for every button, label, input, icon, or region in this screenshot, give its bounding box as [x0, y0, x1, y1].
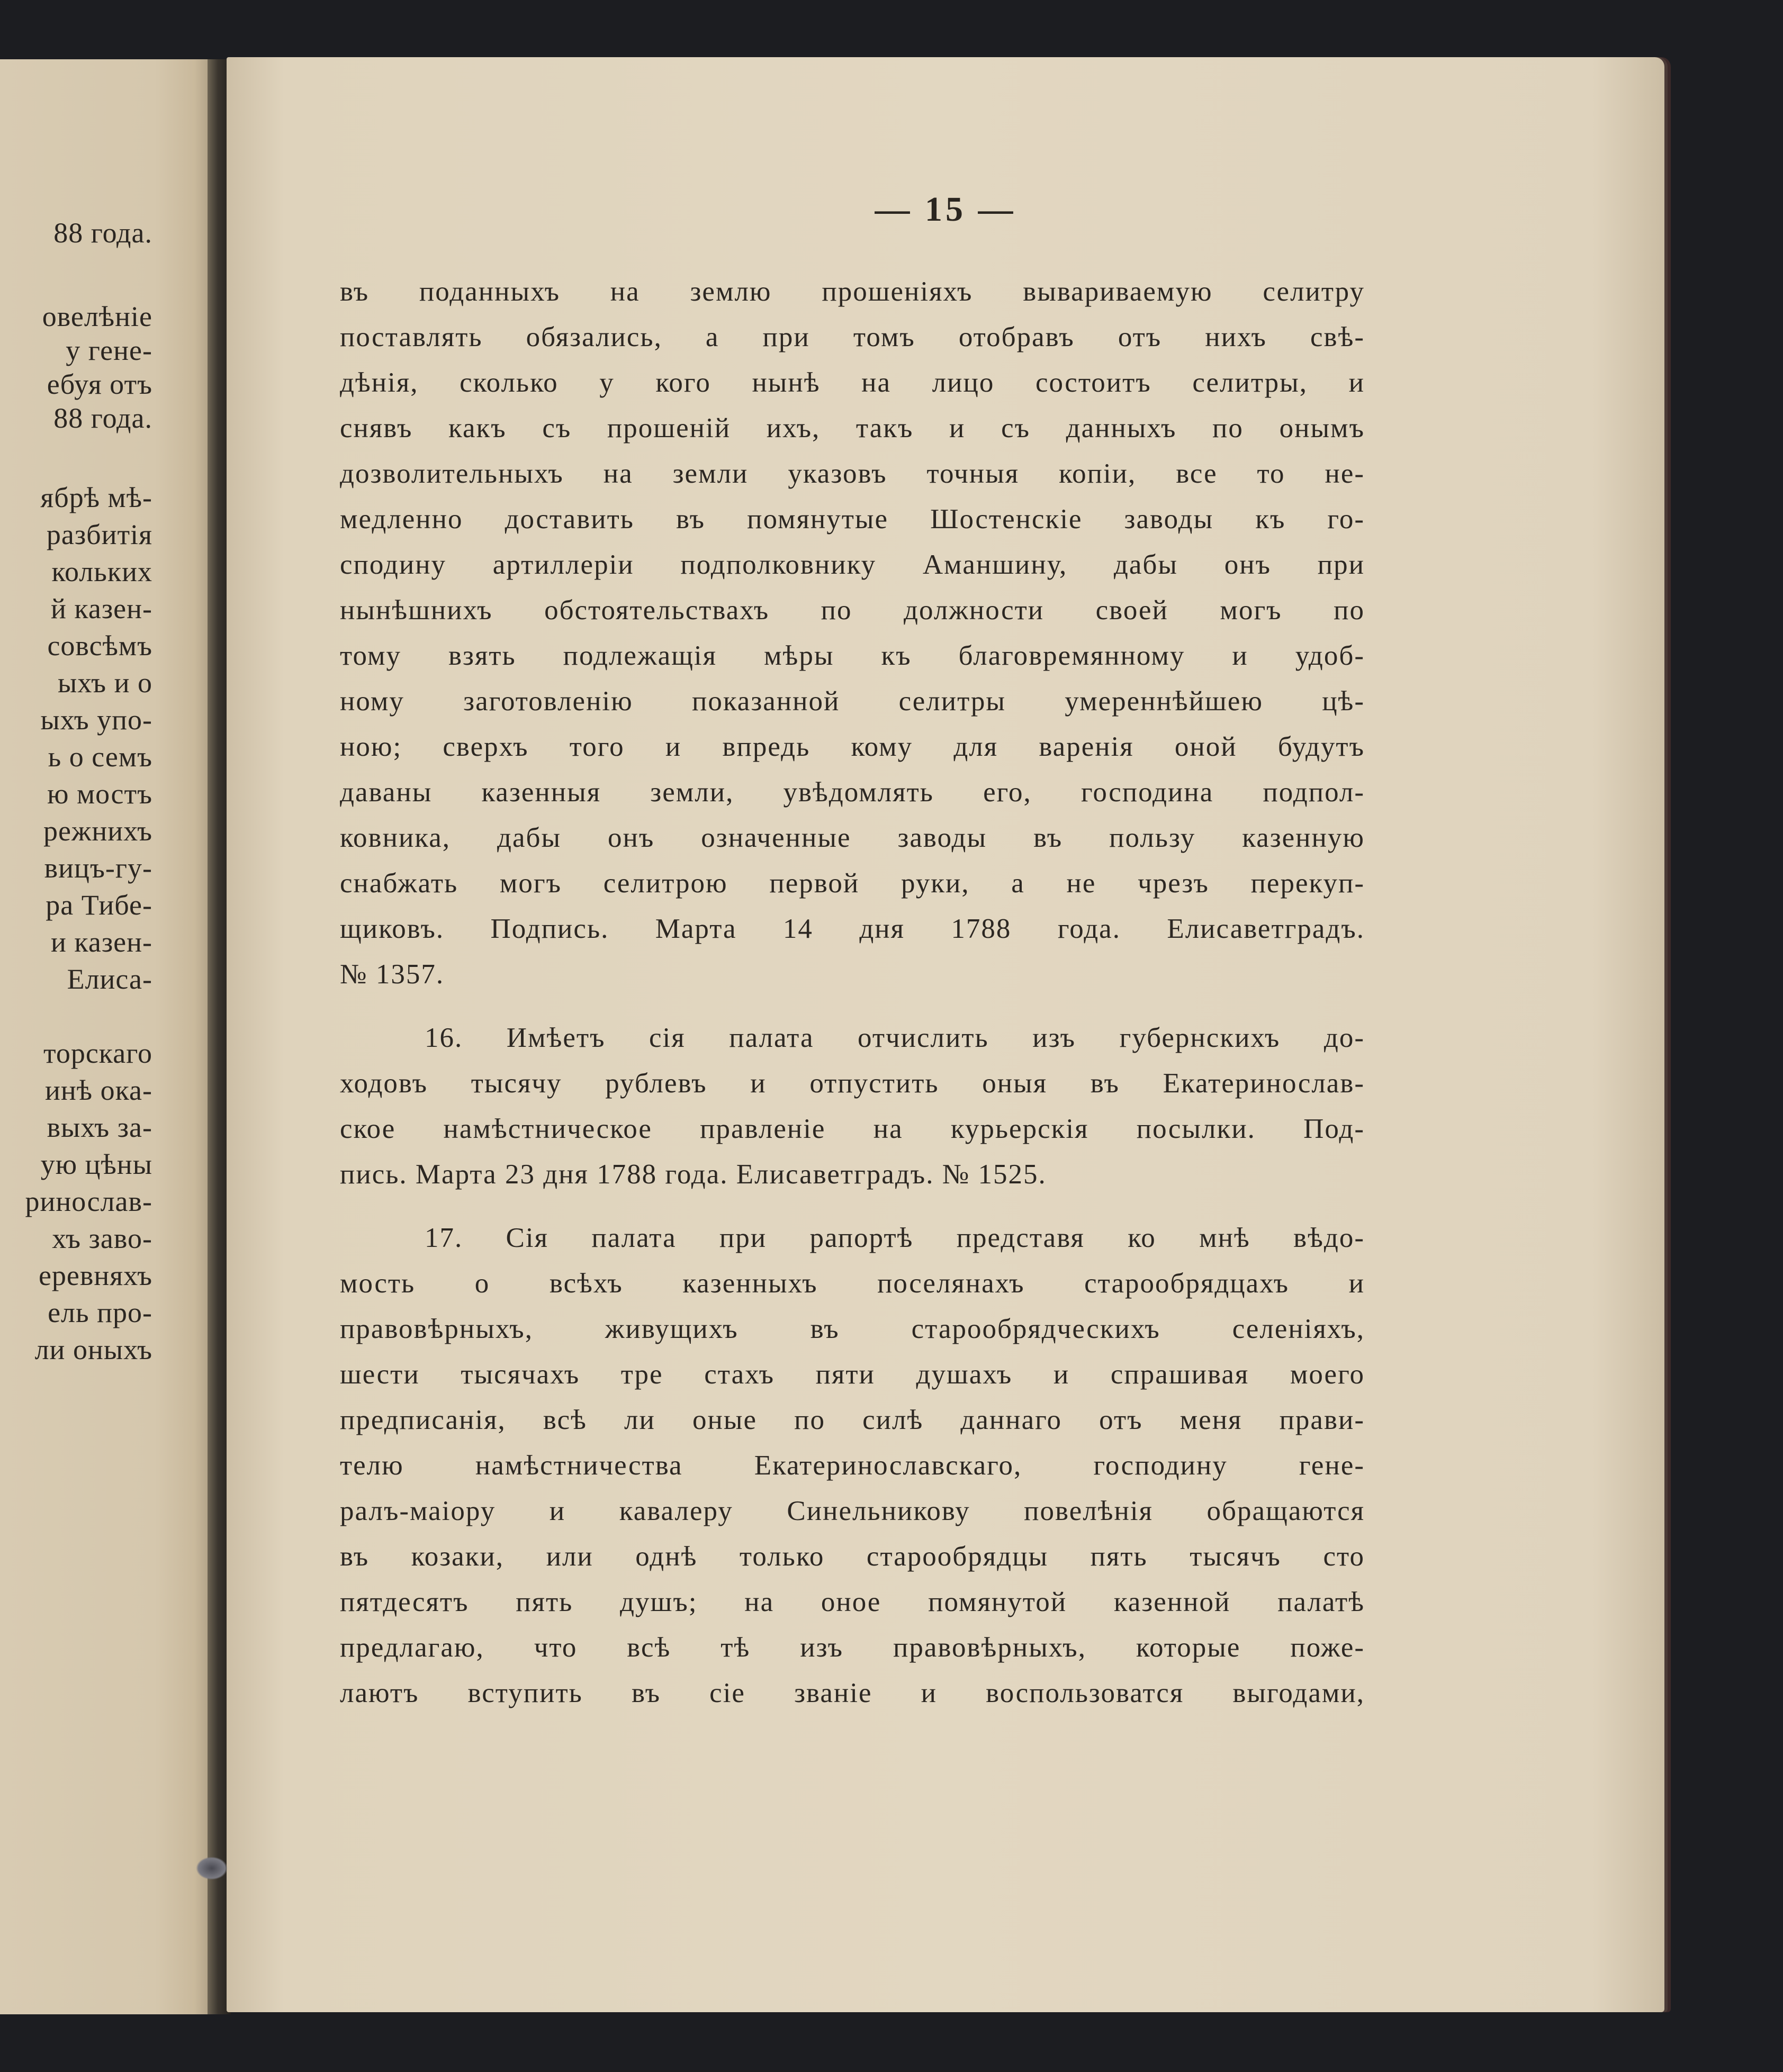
text-line: лаютъ вступить въ сіе званіе и воспользоватся выгодами,	[340, 1678, 1365, 1708]
text-line: снявъ какъ съ прошеній ихъ, такъ и съ данныхъ по онымъ	[340, 413, 1365, 444]
text-line: щиковъ. Подпись. Марта 14 дня 1788 года. Елисаветградъ.	[340, 913, 1365, 944]
text-line: въ козаки, или однѣ только старообрядцы пять тысячъ сто	[340, 1541, 1365, 1572]
text-line: ское намѣстническое правленіе на курьерскія посылки. Под-	[340, 1114, 1365, 1144]
left-page-line: ую цѣны	[40, 1148, 152, 1180]
text-line: дѣнія, сколько у кого нынѣ на лицо состоитъ селитры, и	[340, 367, 1365, 398]
text-line: ковника, дабы онъ означенные заводы въ пользу казенную	[340, 822, 1365, 853]
left-page-line: овелѣніе	[42, 301, 152, 332]
left-page	[0, 59, 221, 2014]
text-line: медленно доставить въ помянутые Шостенскіе заводы къ го-	[340, 504, 1365, 535]
left-page-line: хъ заво-	[52, 1223, 152, 1254]
left-page-line: ли оныхъ	[34, 1334, 152, 1365]
text-line: ралъ-маіору и кавалеру Синельникову повелѣнія обращаются	[340, 1496, 1365, 1526]
page-number: — 15 —	[875, 190, 1016, 229]
page-stain	[196, 1857, 228, 1880]
text-line: 17. Сія палата при рапортѣ представя ко мнѣ вѣдо-	[425, 1223, 1365, 1253]
text-line: ному заготовленію показанной селитры умереннѣйшею цѣ-	[340, 686, 1365, 717]
paragraph	[340, 1015, 1365, 1197]
left-page-line: й казен-	[51, 593, 152, 625]
text-line: тому взять подлежащія мѣры къ благовремянному и удоб-	[340, 640, 1365, 671]
text-line: предлагаю, что всѣ тѣ изъ правовѣрныхъ, которые поже-	[340, 1632, 1365, 1663]
text-line: ходовъ тысячу рублевъ и отпустить оныя въ Екатеринослав-	[340, 1068, 1365, 1099]
text-line: мость о всѣхъ казенныхъ поселянахъ старообрядцахъ и	[340, 1268, 1365, 1299]
paragraph	[340, 1215, 1365, 1716]
left-page-line: торскаго	[43, 1037, 152, 1069]
text-line: сподину артиллеріи подполковнику Аманшину, дабы онъ при	[340, 549, 1365, 580]
left-page-line: ябрѣ мѣ-	[40, 482, 152, 513]
text-line: даваны казенныя земли, увѣдомлять его, господина подпол-	[340, 777, 1365, 808]
left-page-line: ыхъ упо-	[40, 704, 152, 736]
text-line: пись. Марта 23 дня 1788 года. Елисаветградъ. № 1525.	[340, 1159, 1047, 1190]
text-line: правовѣрныхъ, живущихъ въ старообрядческихъ селеніяхъ,	[340, 1314, 1365, 1344]
body-text	[340, 269, 1365, 1716]
text-line: предписанія, всѣ ли оные по силѣ даннаго отъ меня прави-	[340, 1405, 1365, 1435]
left-page-line: Елиса-	[67, 963, 152, 995]
left-page-line: режнихъ	[43, 815, 152, 847]
left-page-line: вицъ-гу-	[44, 852, 152, 884]
right-page	[227, 57, 1664, 2012]
text-line: поставлять обязались, а при томъ отобравъ отъ нихъ свѣ-	[340, 322, 1365, 352]
text-line: № 1357.	[340, 959, 445, 990]
left-page-line: ыхъ и о	[57, 667, 152, 699]
text-line: телю намѣстничества Екатеринославскаго, господину гене-	[340, 1450, 1365, 1481]
text-line: дозволительныхъ на земли указовъ точныя копіи, все то не-	[340, 458, 1365, 489]
text-line: шести тысячахъ тре стахъ пяти душахъ и спрашивая моего	[340, 1359, 1365, 1390]
text-line: ною; сверхъ того и впредь кому для варенія оной будутъ	[340, 731, 1365, 762]
left-page-line: 88 года.	[53, 402, 152, 434]
left-page-line: ринослав-	[25, 1186, 152, 1217]
left-page-line: ра Тибе-	[46, 889, 152, 921]
text-line: 16. Имѣетъ сія палата отчислить изъ губернскихъ до-	[425, 1023, 1365, 1053]
text-line: въ поданныхъ на землю прошеніяхъ вывариваемую селитру	[340, 276, 1365, 307]
left-page-line: 88 года.	[53, 217, 152, 249]
text-line: снабжать могъ селитрою первой руки, а не чрезъ перекуп-	[340, 868, 1365, 899]
paragraph	[340, 269, 1365, 997]
text-line: нынѣшнихъ обстоятельствахъ по должности своей могъ по	[340, 595, 1365, 626]
left-page-line: ь о семъ	[48, 741, 152, 773]
left-page-line: ель про-	[48, 1297, 152, 1328]
left-page-line: разбитія	[46, 519, 152, 550]
left-page-line: выхъ за-	[47, 1111, 152, 1143]
left-page-line: ебуя отъ	[47, 368, 152, 400]
left-page-line: совсѣмъ	[47, 630, 152, 662]
left-page-line: ю мостъ	[47, 778, 152, 810]
text-line: пятдесятъ пять душъ; на оное помянутой казенной палатѣ	[340, 1587, 1365, 1617]
left-page-line: еревняхъ	[38, 1260, 152, 1291]
left-page-line: и казен-	[51, 926, 152, 958]
left-page-line: у гене-	[66, 334, 152, 366]
left-page-line: инѣ ока-	[45, 1074, 152, 1106]
left-page-line: кольких	[51, 556, 152, 587]
